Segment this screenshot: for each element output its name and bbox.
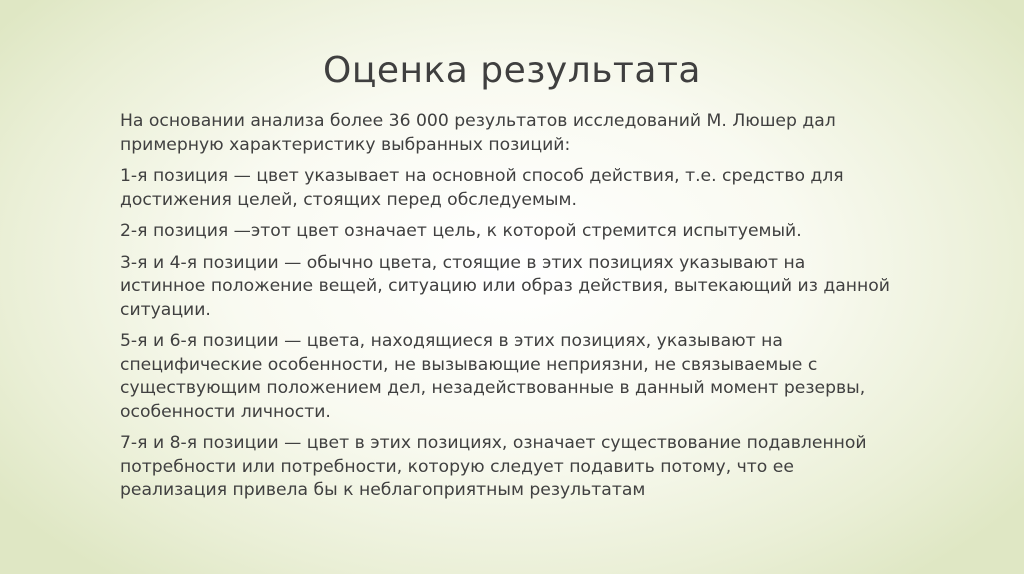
paragraph-position-1: 1-я позиция — цвет указывает на основной способ действия, т.е. средство для достижения целей, стоящих перед обследуемым.: [120, 166, 844, 210]
slide-title: Оценка результата: [322, 50, 701, 91]
paragraph-position-2: 2-я позиция —этот цвет означает цель, к которой стремится испытуемый.: [120, 221, 802, 241]
paragraph-intro: На основании анализа более 36 000 результатов исследований М. Люшер дал примерную характеристику выбранных позиций:: [120, 111, 836, 155]
paragraph-position-3-4: 3-я и 4-я позиции — обычно цвета, стоящие в этих позициях указывают на истинное положение вещей, ситуацию или образ действия, вытекающий из данной ситуации.: [120, 252, 890, 320]
paragraph-position-7-8: 7-я и 8-я позиции — цвет в этих позициях, означает существование подавленной потребности или потребности, которую следует подавить потому, что ее реализация привела бы к неблагоприятным результатам: [120, 433, 867, 500]
slide-body: [120, 110, 895, 511]
paragraph-position-5-6: 5-я и 6-я позиции — цвета, находящиеся в этих позициях, указывают на специфические особенности, не вызывающие неприязни, не связываемые с существующим положением дел, незадействованные в данный момент резервы, особенности личности.: [120, 331, 866, 422]
